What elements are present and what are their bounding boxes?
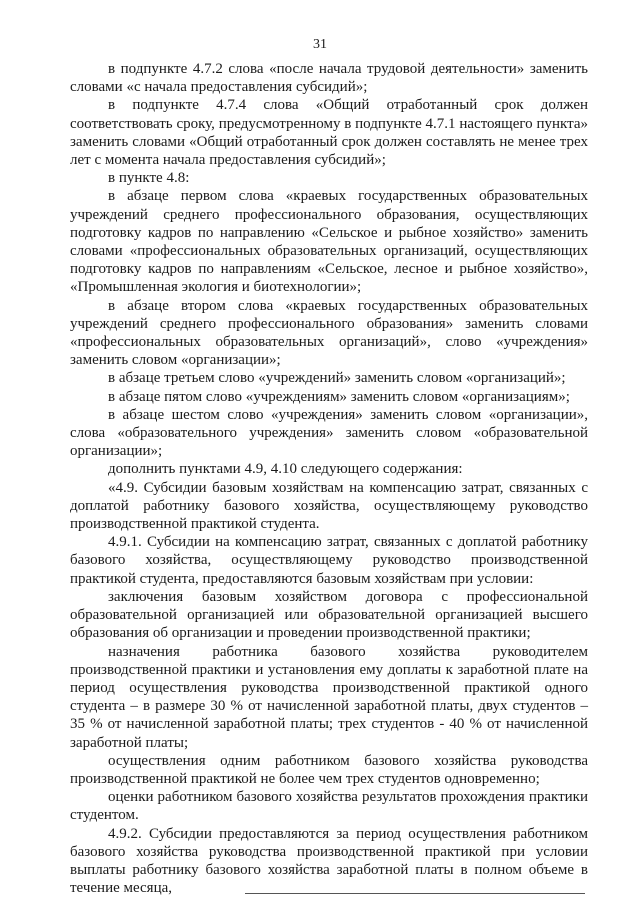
paragraph: в пункте 4.8: [108,170,190,187]
paragraph: в абзаце шестом слово «учреждения» заменить словом «организации», слова «образовательного учреждения» заменить словом «образовательной организации»; [70,406,588,460]
paragraph: «4.9. Субсидии базовым хозяйствам на компенсацию затрат, связанных с доплатой работнику базового хозяйства, осуществляющему руководство производственной практикой студента. [70,479,588,533]
paragraph: 4.9.1. Субсидии на компенсацию затрат, связанных с доплатой работнику базового хозяйства, осуществляющему руководство производственной практикой студента, предоставляются базовым хозяйствам при условии: [70,534,588,587]
document-body [70,60,588,897]
paragraph: осуществления одним работником базового хозяйства руководства производственной практикой не более чем трех студентов одновременно; [70,752,588,787]
paragraph: в подпункте 4.7.2 слова «после начала трудовой деятельности» заменить словами «с начала предоставления субсидий»; [70,61,588,96]
paragraph: в абзаце третьем слово «учреждений» заменить словом «организаций»; [108,370,566,387]
page-number: 31 [313,37,327,52]
paragraph: в абзаце пятом слово «учреждениям» заменить словом «организациям»; [108,388,570,405]
paragraph: назначения работника базового хозяйства руководителем производственной практики и установления ему доплаты к заработной плате на период осуществления руководства производственной практикой одного студента – в размере 30 % от начисленной заработной платы, двух студентов – 35 % от начисленной заработной платы; трех студентов - 40 % от начисленной заработной платы; [70,643,588,751]
scan-edge-line [245,893,585,894]
paragraph: заключения базовым хозяйством договора с профессиональной образовательной организацией или образовательной организацией высшего образования об организации и проведении производственной практики; [70,588,588,642]
paragraph: в подпункте 4.7.4 слова «Общий отработанный срок должен соответствовать сроку, предусмотренному в подпункте 4.7.1 настоящего пункта» заменить словами «Общий отработанный срок должен составлять не менее трех лет с момента начала предоставления субсидий»; [70,97,588,169]
paragraph: в абзаце первом слова «краевых государственных образовательных учреждений среднего профессионального образования, осуществляющих подготовку кадров по направлению «Сельское и рыбное хозяйство» заменить словами «профессиональных образовательных организаций, осуществляющих подготовку кадров по направлениям «Сельское, лесное и рыбное хозяйство», «Промышленная экология и биотехнологии»; [70,188,588,296]
paragraph: в абзаце втором слова «краевых государственных образовательных учреждений среднего профессионального образования» заменить словами «профессиональных образовательных организаций», слово «учреждения» заменить словом «организации»; [70,297,588,369]
paragraph: оценки работником базового хозяйства результатов прохождения практики студентом. [70,789,588,824]
paragraph: дополнить пунктами 4.9, 4.10 следующего содержания: [108,461,463,478]
paragraph: 4.9.2. Субсидии предоставляются за период осуществления работником базового хозяйства руководства производственной практикой при условии выплаты работнику базового хозяйства заработной платы в полном объеме в течение месяца, [70,825,588,897]
